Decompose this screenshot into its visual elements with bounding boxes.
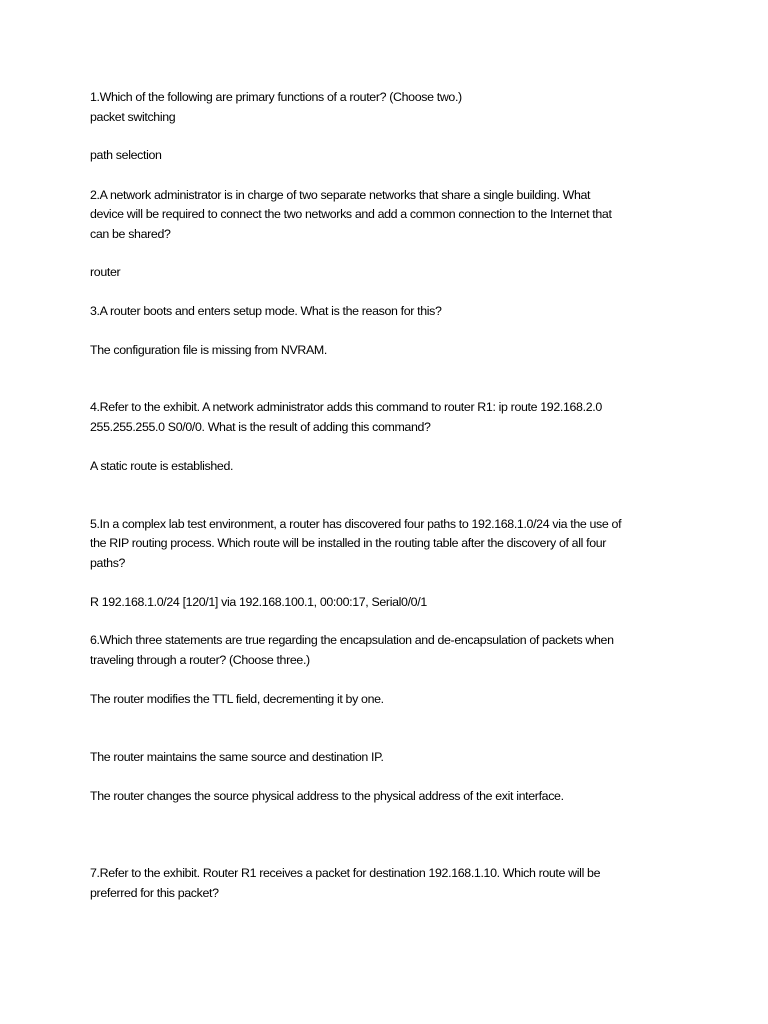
answer-6b: The router maintains the same source and destination IP. <box>90 750 384 764</box>
answer-2: router <box>90 265 121 279</box>
answer-6c: The router changes the source physical address to the physical address of the exit interface. <box>90 789 564 803</box>
question-2-line-2: device will be required to connect the two networks and add a common connection to the Internet that <box>90 207 612 221</box>
question-6-line-1: 6.Which three statements are true regarding the encapsulation and de-encapsulation of packets when <box>90 633 614 647</box>
answer-4: A static route is established. <box>90 459 234 473</box>
question-5-line-1: 5.In a complex lab test environment, a router has discovered four paths to 192.168.1.0/24 via the use of <box>90 517 622 531</box>
question-5-line-3: paths? <box>90 556 126 570</box>
answer-5: R 192.168.1.0/24 [120/1] via 192.168.100.1, 00:00:17, Serial0/0/1 <box>90 595 427 609</box>
answer-6a: The router modifies the TTL field, decrementing it by one. <box>90 692 384 706</box>
question-7-line-2: preferred for this packet? <box>90 886 219 900</box>
question-4-line-1: 4.Refer to the exhibit. A network administrator adds this command to router R1: ip route 192.168.2.0 <box>90 400 602 414</box>
question-1: 1.Which of the following are primary functions of a router? (Choose two.) <box>90 90 462 104</box>
question-7-line-1: 7.Refer to the exhibit. Router R1 receives a packet for destination 192.168.1.10. Which route will be <box>90 866 601 880</box>
question-5-line-2: the RIP routing process. Which route will be installed in the routing table after the discovery of all four <box>90 536 607 550</box>
question-6-line-2: traveling through a router? (Choose three.) <box>90 653 310 667</box>
question-2-line-1: 2.A network administrator is in charge of two separate networks that share a single building. What <box>90 188 591 202</box>
answer-3: The configuration file is missing from NVRAM. <box>90 343 327 357</box>
question-4-line-2: 255.255.255.0 S0/0/0. What is the result of adding this command? <box>90 420 431 434</box>
answer-1b: path selection <box>90 148 162 162</box>
question-2-line-3: can be shared? <box>90 227 171 241</box>
answer-1a: packet switching <box>90 110 176 124</box>
question-3: 3.A router boots and enters setup mode. What is the reason for this? <box>90 304 442 318</box>
